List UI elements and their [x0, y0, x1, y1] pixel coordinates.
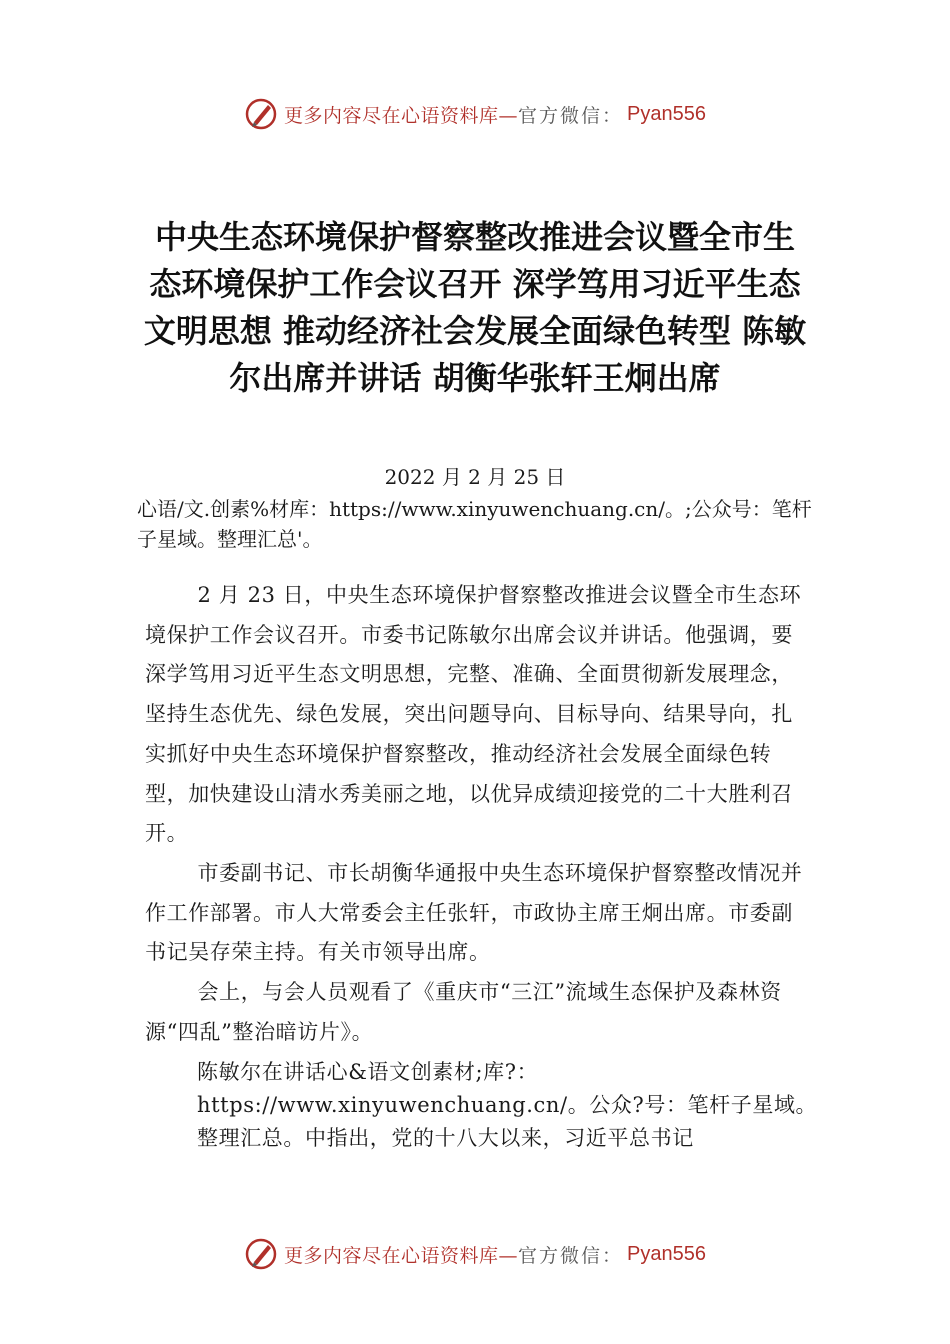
- banner-text: 更多内容尽在心语资料库—: [284, 104, 519, 127]
- banner-wechat-label: 官方微信：: [518, 104, 624, 127]
- banner-wechat-id: Pyan556: [627, 102, 706, 125]
- banner-text: 更多内容尽在心语资料库—: [284, 1244, 519, 1267]
- paragraph: 2 月 23 日，中央生态环境保护督察整改推进会议暨全市生态环境保护工作会议召开。市委书记陈敏尔出席会议并讲话。他强调，要深学笃用习近平生态文明思想，完整、准确、全面贯彻新发展理念，坚持生态优先、绿色发展，突出问题导向、目标导向、结果导向，扎实抓好中央生态环境保护督察整改，推动经济社会发展全面绿色转型，加快建设山清水秀美丽之地，以优异成绩迎接党的二十大胜利召开。: [145, 583, 802, 846]
- pen-logo-icon: [244, 1237, 278, 1271]
- article-title: 中央生态环境保护督察整改推进会议暨全市生态环境保护工作会议召开 深学笃用习近平生态文明思想 推动经济社会发展全面绿色转型 陈敏尔出席并讲话 胡衡华张轩王炯出席: [143, 218, 807, 397]
- banner-wechat-label: 官方微信：: [518, 1244, 624, 1267]
- article-body: [145, 576, 818, 1155]
- article-date: 2022 月 2 月 25 日: [384, 465, 566, 489]
- pen-logo-icon: [244, 97, 278, 131]
- footer-banner: [0, 1234, 950, 1274]
- banner-wechat-id: Pyan556: [627, 1242, 706, 1265]
- paragraph-continued: 陈敏尔在讲话心&语文创素材;库?：https://www.xinyuwenchuang.cn/。公众?号：笔杆子星域。整理汇总。中指出，党的十八大以来，习近平总书记: [197, 1060, 818, 1151]
- header-banner: [0, 94, 950, 134]
- paragraph: 会上，与会人员观看了《重庆市“三江”流域生态保护及森林资源“四乱”整治暗访片》。: [145, 980, 782, 1044]
- paragraph: 市委副书记、市长胡衡华通报中央生态环境保护督察整改情况并作工作部署。市人大常委会主任张轩，市政协主席王炯出席。市委副书记吴存荣主持。有关市领导出席。: [145, 860, 803, 965]
- source-note: 心语/文.创素%材库：https://www.xinyuwenchuang.cn/。;公众号：笔杆子星域。整理汇总'。: [137, 497, 812, 551]
